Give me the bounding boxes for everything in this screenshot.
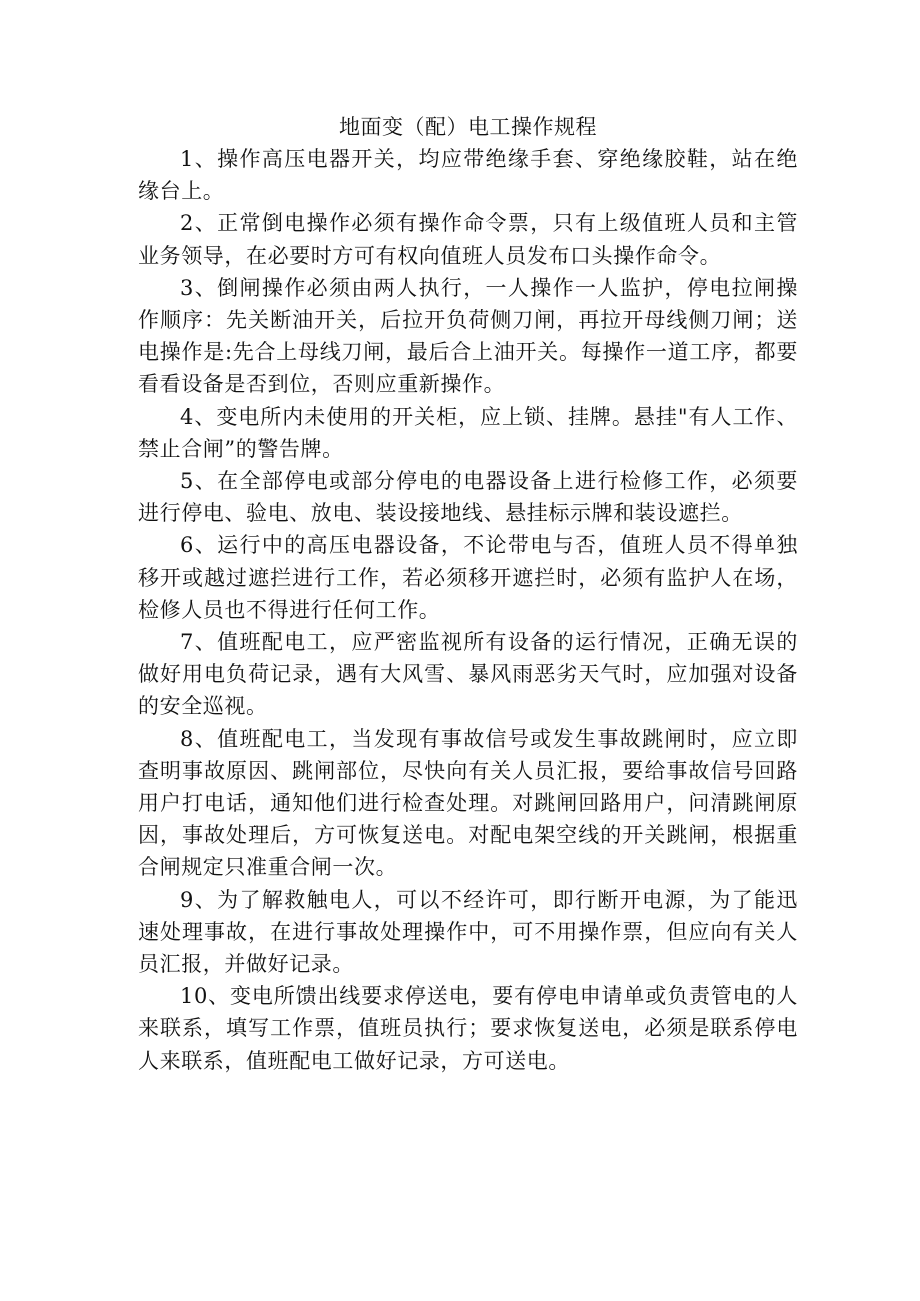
- rule-paragraph-9: 9、为了解救触电人，可以不经许可，即行断开电源，为了能迅速处理事故，在进行事故处理操作中，可不用操作票，但应向有关人员汇报，并做好记录。: [138, 887, 798, 977]
- document-page: [138, 111, 798, 1077]
- rule-paragraph-6: 6、运行中的高压电器设备，不论带电与否，值班人员不得单独移开或越过遮拦进行工作，若必须移开遮拦时，必须有监护人在场，检修人员也不得进行任何工作。: [138, 533, 798, 622]
- rule-paragraph-4: 4、变电所内未使用的开关柜，应上锁、挂牌。悬挂"有人工作、禁止合闸”的警告牌。: [138, 404, 798, 461]
- rule-paragraph-1: 1、操作高压电器开关，均应带绝缘手套、穿绝缘胶鞋，站在绝缘台上。: [138, 147, 798, 204]
- rule-paragraph-5: 5、在全部停电或部分停电的电器设备上进行检修工作，必须要进行停电、验电、放电、装设接地线、悬挂标示牌和装设遮拦。: [138, 469, 798, 526]
- rule-paragraph-10: 10、变电所馈出线要求停送电，要有停电申请单或负责管电的人来联系，填写工作票，值班员执行；要求恢复送电，必须是联系停电人来联系，值班配电工做好记录，方可送电。: [138, 984, 798, 1073]
- page-title: 地面变（配）电工操作规程: [339, 115, 597, 139]
- rule-paragraph-7: 7、值班配电工，应严密监视所有设备的运行情况，正确无误的做好用电负荷记录，遇有大风雪、暴风雨恶劣天气时，应加强对设备的安全巡视。: [138, 630, 798, 719]
- rule-paragraph-2: 2、正常倒电操作必须有操作命令票，只有上级值班人员和主管业务领导，在必要时方可有权向值班人员发布口头操作命令。: [138, 211, 798, 268]
- rule-paragraph-3: 3、倒闸操作必须由两人执行，一人操作一人监护，停电拉闸操作顺序：先关断油开关，后拉开负荷侧刀闸，再拉开母线侧刀闸；送电操作是:先合上母线刀闸，最后合上油开关。每操作一道工序，都要看看设备是否到位，否则应重新操作。: [138, 275, 798, 397]
- rule-paragraph-8: 8、值班配电工，当发现有事故信号或发生事故跳闸时，应立即查明事故原因、跳闸部位，尽快向有关人员汇报，要给事故信号回路用户打电话，通知他们进行检查处理。对跳闸回路用户，问清跳闸原因，事故处理后，方可恢复送电。对配电架空线的开关跳闸，根据重合闸规定只准重合闸一次。: [138, 726, 798, 880]
